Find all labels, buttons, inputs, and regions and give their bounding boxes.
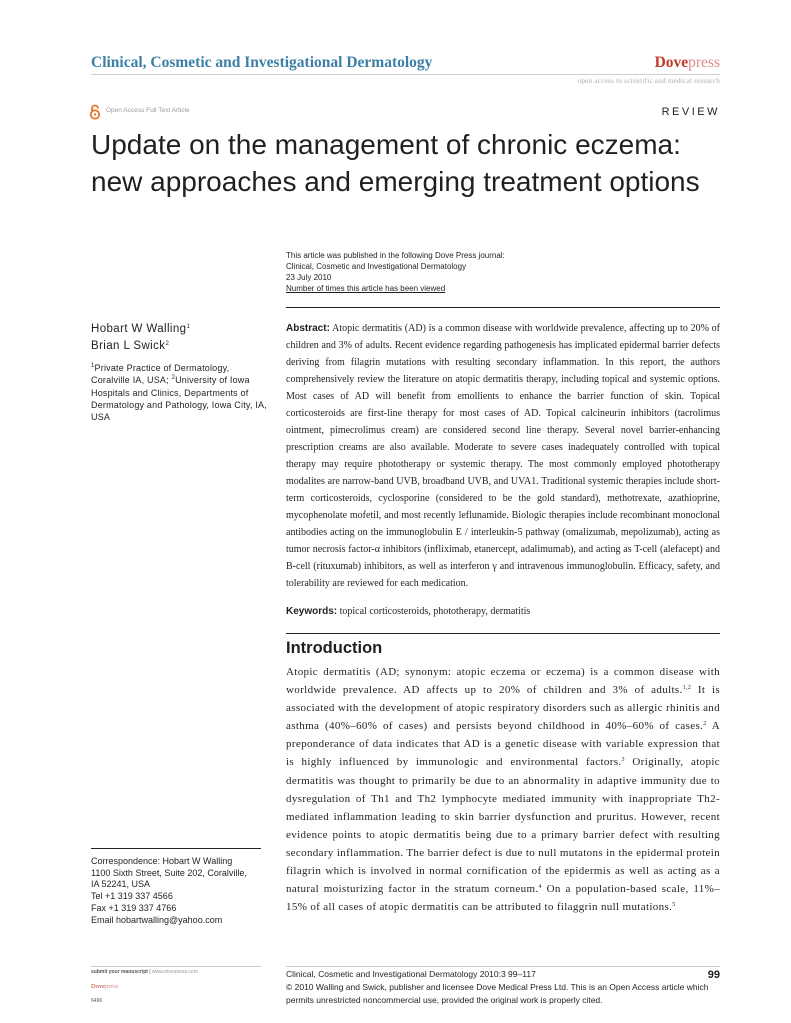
article-title-line-1: Update on the management of chronic eczema: [91, 129, 681, 160]
publisher-logo-press: press [688, 54, 720, 71]
article-title [91, 126, 731, 200]
introduction-rule [286, 633, 720, 634]
footer-citation: Clinical, Cosmetic and Investigational Dermatology 2010:3 99–117 [286, 969, 536, 979]
author-name [91, 338, 271, 355]
abstract-rule [286, 307, 720, 308]
introduction-text: It is associated with the development of atopic respiratory disorders such as allergic rhinitis and asthma (40%–60% of cases) and persists beyond childhood in 40%–60% of cases. [286, 684, 720, 733]
introduction-body [286, 663, 720, 916]
article-type: REVIEW [661, 106, 720, 118]
open-access-icon [88, 104, 102, 120]
correspondence-line: Correspondence: Hobart W Walling [91, 856, 233, 866]
publication-info-date: 23 July 2010 [286, 273, 332, 282]
correspondence-line: 1100 Sixth Street, Suite 202, Coralville, [91, 867, 247, 878]
correspondence-line: IA 52241, USA [91, 879, 151, 890]
submit-separator: | [147, 969, 153, 975]
introduction-text: Originally, atopic dermatitis was thought to primarily be due to an abnormality in adaptive immunity due to dysregulation of Th1 and Th2 lymphocyte mediated immunity with inappropriate Th2-mediated inflammation leading to skin barrier dysfunction and pruritus. However, recent evidence points to atopic dermatitis being due to a primary barrier defect with resulting secondary inflammation. The barrier defect is due to null mutatons in the epidermal protein filagrin which is involved in normal cornification of the epidermis as well as acting as a natural moisturizing factor in the stratum corneum. [286, 756, 720, 896]
abstract [286, 320, 720, 592]
article-title-line-2: new approaches and emerging treatment options [91, 166, 700, 197]
introduction-heading: Introduction [286, 639, 383, 657]
citation-ref[interactable]: 3 [621, 757, 625, 764]
submit-manuscript-label: submit your manuscript [91, 969, 148, 975]
introduction-text: On a population-based scale, 11%–15% of all cases of atopic dermatitis can be attributed to filaggrin null mutations. [286, 883, 720, 914]
publisher-logo[interactable] [600, 54, 720, 72]
author-name-text: Hobart W Walling [91, 323, 187, 335]
correspondence-line: Tel +1 319 337 4566 [91, 891, 173, 902]
footer-article-number: 6496 [91, 998, 103, 1004]
citation-ref[interactable]: 1,2 [682, 685, 692, 692]
author-affiliation-mark: 1 [186, 324, 191, 330]
open-access-label: Open Access Full Text Article [106, 107, 190, 114]
introduction-text: A preponderance of data indicates that AD is a genetic disease with variable expression that is highly influenced by immunologic and environmental factors. [286, 720, 720, 769]
citation-ref[interactable]: 5 [672, 902, 676, 909]
keywords-text: topical corticosteroids, phototherapy, dermatitis [339, 606, 531, 617]
abstract-text: Atopic dermatitis (AD) is a common disease with worldwide prevalence, affecting up to 20% of children and 3% of adults. Recent evidence regarding pathogenesis has implicated epidermal barrier defects deriving from filagrin mutations with resulting secondary inflammation. In this report, the authors comprehensively review the literature on atopic dermatitis therapy, including topical and systemic options. Most cases of AD will benefit from emollients to enhance the barrier function of skin. Topical corticosteroids are first-line therapy for most cases of AD. Topical calcineurin inhibitors (tacrolimus ointment, pimecrolimus cream) are considered second line therapy. Several novel barrier-enhancing prescription creams are also available. Moderate to severe cases inadequately controlled with topical therapy may require phototherapy or systemic therapy. The most commonly employed phototherapy modalites are narrow-band UVB, broadband UVB, and UVA1. Traditional systemic therapies include short-term corticosteroids, cyclosporine (considered to be the gold standard), methotrexate, azathioprine, mycophenolate mofetil, and most recently leflunamide. Biologic therapies include recombinant monoclonal antibodies acting on the immunoglobulin E / interleukin-5 pathway (omalizumab, mepolizumab), acting as tumor necrosis factor-α inhibitors (infliximab, etanercept, adalimumab), and acting as T-cell (alefacept) and B-cell (rituxumab) inhibitors, as well as interferon γ and intravenous immunoglobulin. Efficacy, safety, and tolerability are reviewed for each medication. [286, 323, 720, 589]
publication-info [286, 250, 726, 294]
correspondence-block [91, 856, 281, 926]
affiliation-text: Private Practice of Dermatology, Coralville IA, USA; [91, 363, 230, 386]
affiliations [91, 362, 271, 423]
footer-logo-dove: Dove [91, 983, 106, 990]
page-number: 99 [707, 969, 720, 981]
footer-rule [286, 966, 720, 967]
keywords-label: Keywords: [286, 606, 338, 617]
keywords [286, 603, 720, 620]
publisher-tagline: open access to scientific and medical research [577, 77, 720, 85]
footer-logo-press: press [105, 983, 119, 990]
submit-manuscript-link[interactable] [91, 969, 198, 975]
correspondence-line: Fax +1 319 337 4766 [91, 902, 177, 913]
affiliation-mark: 2 [171, 375, 176, 382]
footer-rule [91, 966, 261, 967]
publisher-logo-dove: Dove [654, 54, 689, 71]
submit-url: www.dovepress.com [152, 969, 198, 975]
author-name-text: Brian L Swick [91, 340, 166, 352]
footer-publisher-logo[interactable] [91, 983, 118, 990]
citation-ref[interactable]: 2 [703, 721, 707, 728]
author-affiliation-mark: 2 [165, 341, 170, 347]
affiliation-text: University of Iowa Hospitals and Clinics, Departments of Dermatology and Pathology, Iowa City, IA, USA [91, 375, 267, 423]
publication-info-intro: This article was published in the following Dove Press journal: [286, 251, 505, 260]
footer-license: © 2010 Walling and Swick, publisher and licensee Dove Medical Press Ltd. This is an Open Access article which permits unrestricted noncommercial use, provided the original work is properly cited. [286, 982, 709, 1005]
affiliation-mark: 1 [91, 363, 95, 369]
header-rule [91, 74, 720, 75]
author-name [91, 321, 271, 338]
abstract-label: Abstract: [286, 323, 330, 334]
correspondence-rule [91, 848, 261, 849]
author-list [91, 321, 271, 355]
views-count-link[interactable]: Number of times this article has been viewed [286, 284, 446, 293]
introduction-text: Atopic dermatitis (AD; synonym: atopic eczema or eczema) is a common disease with worldwide prevalence. AD affects up to 20% of children and 3% of adults. [286, 666, 720, 697]
journal-name: Clinical, Cosmetic and Investigational Dermatology [91, 54, 433, 71]
citation-ref[interactable]: 4 [538, 884, 542, 891]
correspondence-email[interactable]: Email hobartwalling@yahoo.com [91, 914, 223, 925]
publication-info-journal: Clinical, Cosmetic and Investigational Dermatology [286, 262, 467, 271]
